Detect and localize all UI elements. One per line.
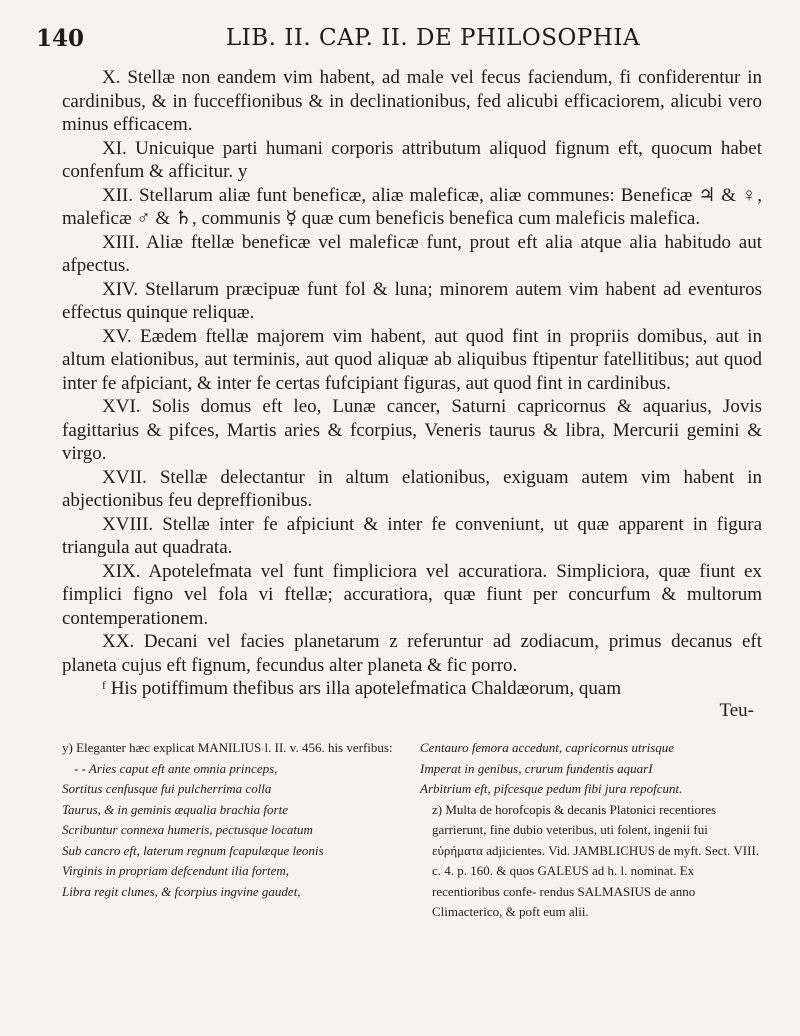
thesis-xiv: XIV. Stellarum præcipuæ funt fol & luna; minorem autem vim habent ad eventuros effectus quinque reliquæ. [62, 278, 762, 323]
verse-line: Imperat in genibus, crurum fundentis aquarI [420, 760, 653, 776]
thesis-xix: XIX. Apotelefmata vel funt fimpliciora vel accuratiora. Simpliciora, quæ fiunt ex fimplici figno vel fola vi ftellæ; accuratiora, quæ fiunt per concurfum & multorum contemperationem. [62, 560, 762, 629]
footnote-column-left [62, 738, 404, 923]
page-number: 140 [36, 24, 85, 52]
verse-line: Virginis in propriam defcendunt ilia fortem, [62, 863, 290, 878]
verse-line: - - Aries caput eft ante omnia princeps, [74, 760, 278, 776]
page-header [36, 16, 760, 60]
thesis-xi: XI. Unicuique parti humani corporis attributum aliquod fignum eft, quocum habet confenfum & afficitur. y [62, 137, 762, 182]
verse-line: Scribuntur connexa humeris, pectusque locatum [62, 822, 313, 837]
footnotes [62, 738, 762, 923]
thesis-xii: XII. Stellarum aliæ funt beneficæ, aliæ maleficæ, aliæ communes: Beneficæ ♃ & ♀, maleficæ ♂ & ♄, communis ☿ quæ cum beneficis benefica cum maleficis malefica. [62, 184, 762, 229]
closing-paragraph: ᶠ His potiffimum thefibus ars illa apotelefmatica Chaldæorum, quam [102, 678, 622, 699]
verse-line: Arbitrium eft, pifcesque pedum fibi jura repofcunt. [420, 781, 683, 796]
footnote-column-right [420, 738, 762, 923]
running-title: LIB. II. CAP. II. DE PHILOSOPHIA [225, 25, 641, 51]
catchword: Teu- [719, 699, 754, 721]
main-text [62, 66, 762, 722]
thesis-xx: XX. Decani vel facies planetarum z referuntur ad zodiacum, primus decanus eft planeta cujus eft fignum, fecundus alter planeta & fic porro. [62, 631, 762, 676]
thesis-xiii: XIII. Aliæ ftellæ beneficæ vel maleficæ funt, prout eft alia atque alia habitudo aut afpectus. [62, 231, 762, 276]
verse-line: Sub cancro eft, laterum regnum fcapulæque leonis [62, 842, 324, 858]
thesis-xv: XV. Eædem ftellæ majorem vim habent, aut quod fint in propriis domibus, aut in altum elationibus, aut terminis, aut quod aliquæ ab aliquibus ftipentur fatellitibus; aut quod inter fe afpiciant, & inter fe certas fufcipiant figuras, aut quod fint in cardinibus. [62, 325, 762, 394]
verse-line: Sortitus cenfusque fui pulcherrima colla [62, 781, 272, 796]
footnote-y: y) Eleganter hæc explicat MANILIUS l. II. v. 456. his verfibus: [62, 740, 393, 755]
thesis-xvi: XVI. Solis domus eft leo, Lunæ cancer, Saturni capricornus & aquarius, Jovis fagittarius & pifces, Martis aries & fcorpius, Veneris taurus & libra, Mercurii gemini & virgo. [62, 396, 762, 464]
thesis-xviii: XVIII. Stellæ inter fe afpiciunt & inter fe conveniunt, ut quæ apparent in figura triangula aut quadrata. [62, 513, 762, 558]
verse-line: Libra regit clunes, & fcorpius ingvine gaudet, [62, 883, 301, 899]
verse-line: Taurus, & in geminis æqualia brachia forte [62, 801, 288, 817]
footnote-z: z) Multa de horofcopis & decanis Platonici recentiores garrierunt, fine dubio veteribus, uti folent, ingenii fui εὑρήματα adjicientes. Vid. JAMBLICHUS de myft. Sect. VIII. c. 4. p. 160. & quos GALEUS ad h. l. nominat. Ex recentioribus confe- rendus SALMASIUS de anno Climacterico, & poft eum alii. [432, 801, 760, 919]
thesis-xvii: XVII. Stellæ delectantur in altum elationibus, exiguam autem vim habent in abjectionibus feu depreffionibus. [62, 466, 762, 511]
verse-line: Centauro femora accedunt, capricornus utrisque [420, 740, 675, 755]
thesis-x: X. Stellæ non eandem vim habent, ad male vel fecus faciendum, fi confiderentur in cardinibus, & in fucceffionibus & in declinationibus, fed alicubi efficaciorem, alicubi vero minus efficacem. [62, 67, 762, 135]
